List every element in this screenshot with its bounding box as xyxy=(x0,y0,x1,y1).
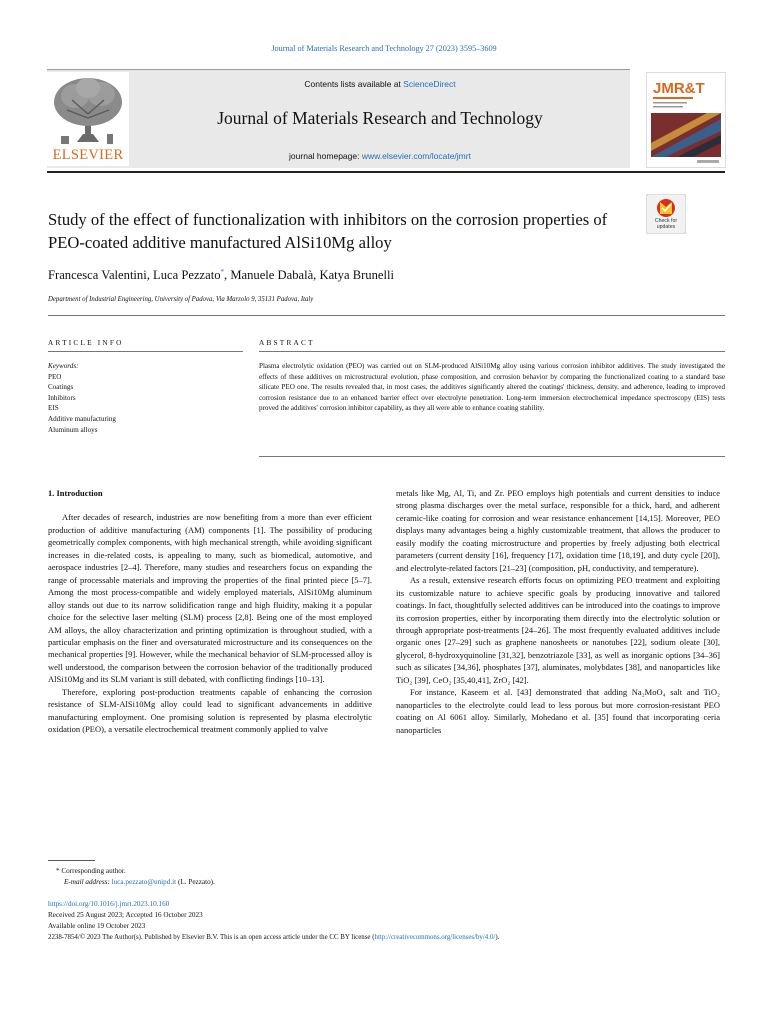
email-label: E-mail address: xyxy=(64,878,112,886)
article-info-rule xyxy=(48,351,243,352)
contents-prefix: Contents lists available at xyxy=(304,79,404,89)
homepage-link[interactable]: www.elsevier.com/locate/jmrt xyxy=(361,151,471,161)
abstract-text: Plasma electrolytic oxidation (PEO) was carried out on SLM-produced AlSi10Mg alloy using various corrosion inhibitor additives. The study investigated the effects of these additives on microstructural evolution, phase composition, and corrosion behavior by comparing the functionalized coating to a standard base silicate PEO one. The results revealed that, in most cases, the additives significantly altered the coatings' thickness, density, and adherence, leading to improved corrosion resistance due to an enhanced barrier effect over electrolyte penetration. Long-term immersion electrochemical impedance spectroscopy (EIS) tests proved the additives' corrosion inhibitor capability, as they all were able to enhance coating stability. xyxy=(259,362,725,413)
authors-rest: , Manuele Dabalà, Katya Brunelli xyxy=(224,268,394,283)
check-for-updates-badge[interactable] xyxy=(646,194,686,234)
license-suffix: ). xyxy=(495,934,500,941)
authors-first: Francesca Valentini, Luca Pezzato xyxy=(48,268,221,283)
paragraph: metals like Mg, Al, Ti, and Zr. PEO employs high potentials and current densities to induce strong plasma discharges over the metal surface, responsible for a thick, hard, and adherent ceramic-like coating for corrosion and wear resistance enhancement [14,15]. Moreover, PEO displays many advantages being a highly customizable treatment, that allows the producer to easily modify the coating microstructure and properties by freely adjusting both electrical parameters (current density [16], frequency [17], oxidation time [18,19], and duty cycle [20]), and electrolyte-related factors [21–23] (composition, pH, conductivity, and temperature). xyxy=(396,488,720,573)
homepage-label: journal homepage: xyxy=(289,151,362,161)
abstract-bottom-rule xyxy=(259,456,725,457)
keywords-block xyxy=(48,361,243,435)
journal-title: Journal of Materials Research and Technology xyxy=(217,108,543,128)
journal-homepage-line xyxy=(130,151,630,161)
body-column-right xyxy=(396,487,720,736)
keywords-label: Keywords: xyxy=(48,362,79,370)
article-info-heading: ARTICLE INFO xyxy=(48,338,124,347)
affiliation-rule xyxy=(48,315,725,316)
paragraph: For instance, Kaseem et al. [43] demonstrated that adding Na₂MoO₄ salt and TiO₂ nanoparticles to the electrolyte could lead to less porous but more corrosion-resistant PEO coating on Al 6061 alloy. Similarly, Mohedano et al. [35] found that incorporating ceria nanoparticles xyxy=(396,687,720,735)
journal-cover-image xyxy=(647,73,725,167)
journal-cover-thumbnail[interactable] xyxy=(646,72,726,168)
footnotes xyxy=(48,866,728,888)
journal-citation[interactable]: Journal of Materials Research and Technology 27 (2023) 3595–3609 xyxy=(271,44,497,53)
corresponding-author-mark[interactable]: * xyxy=(220,268,225,276)
abstract-heading: ABSTRACT xyxy=(259,338,315,347)
affiliation: Department of Industrial Engineering, University of Padova, Via Marzolo 9, 35131 Padova, Italy xyxy=(48,296,314,303)
doi-link[interactable]: https://doi.org/10.1016/j.jmrt.2023.10.160 xyxy=(48,900,170,908)
available-online: Available online 19 October 2023 xyxy=(48,922,146,930)
article-metadata xyxy=(48,899,728,943)
paragraph: Therefore, exploring post-production treatments capable of enhancing the corrosion resistance of SLM-AlSi10Mg alloy could lead to significant advancements in additive manufacturing employment. One promising solution is represented by plasma electrolytic oxidation (PEO), a versatile electrochemical treatment commonly applied to valve xyxy=(48,686,372,735)
paper-title: Study of the effect of functionalization with inhibitors on the corrosion properties of PEO-coated additive manufactured AlSi10Mg alloy xyxy=(48,210,608,252)
received-accepted: Received 25 August 2023; Accepted 16 October 2023 xyxy=(48,911,203,919)
contents-available-line xyxy=(130,79,630,89)
section-title-introduction: 1. Introduction xyxy=(48,488,103,498)
paragraph: As a result, extensive research efforts focus on optimizing PEO treatment and exploiting its customizable nature to achieve specific goals by producing innovative and tailored coatings. In fact, thoughtfully selected additives can be introduced into the coatings to improve its corrosion properties, either by incorporating them directly into the electrolytic solution or through appropriate post-treatments [24–26]. The most frequently evaluated additives include organic ones [27–29] such as graphene nanosheets or nanotubes [22], sodium oleate [30], glycerol, 8-hydroxyquinoline [31,32], benzotriazole [33], as well as inorganic options [34–36] such as silicates [34,36], phosphates [37], aluminates, molybdates [38], and nanoparticles like TiO₂ [39], CeO₂ [35,40,41], ZrO₂ [42]. xyxy=(396,575,720,685)
svg-text:JMR&T: JMR&T xyxy=(653,80,705,97)
corresponding-author-note: * Corresponding author. xyxy=(56,867,126,875)
paragraph: After decades of research, industries are now benefiting from a more than ever efficient production of additive manufacturing (AM) components [1]. The possibility of producing geometrically complex components, with high mechanical strength, while avoiding significant increases in die-related costs, is appealing to many, such as biomedical, automotive, and aerospace industries [2–4]. Therefore, many studies and researchers focus on expanding the range of processable materials and improving the properties of the final printed piece [5–7]. Among the most process-compatible and widely employed materials, AlSi10Mg aluminum alloy stands out due to its narrow solidification range and high fluidity, making it a popular choice for the selective laser melting (SLM) process [2,8]. Being one of the most employed AM alloys, the alloy characterization and printing optimization is throughout studied, with a particular emphasis on the finer and oversaturated microstructure and its consequences on the mechanical properties [9]. However, while the mechanical behavior of SLM-processed alloy is well understood, the comparison between the corrosion behavior of the traditionally produced AlSi10Mg and its SLM variant is still debated, with conflicting findings [10–13]. xyxy=(48,512,372,685)
abstract-rule xyxy=(259,351,725,352)
keyword-item: Aluminum alloys xyxy=(48,425,98,434)
elsevier-wordmark: ELSEVIER xyxy=(52,147,124,163)
footnote-rule xyxy=(48,860,95,861)
license-line xyxy=(48,932,728,943)
keyword-item: PEO xyxy=(48,372,62,381)
keyword-item: Additive manufacturing xyxy=(48,414,116,423)
license-link[interactable]: http://creativecommons.org/licenses/by/4.0/ xyxy=(374,934,496,941)
elsevier-logo[interactable] xyxy=(47,72,129,166)
keyword-item: EIS xyxy=(48,404,59,413)
email-link[interactable]: luca.pezzato@unipd.it xyxy=(111,878,177,886)
email-line xyxy=(48,877,728,888)
check-for-updates-label: Check for updates xyxy=(654,218,678,230)
header-bottom-rule xyxy=(47,171,725,173)
sciencedirect-link[interactable]: ScienceDirect xyxy=(403,79,456,89)
author-list xyxy=(48,268,668,283)
license-prefix: 2238-7854/© 2023 The Author(s). Published by Elsevier B.V. This is an open access article under the CC BY license ( xyxy=(48,934,375,941)
email-suffix: (L. Pezzato). xyxy=(176,878,215,886)
keyword-item: Coatings xyxy=(48,383,74,392)
keyword-item: Inhibitors xyxy=(48,393,76,402)
body-column-left xyxy=(48,487,372,736)
elsevier-tree-icon xyxy=(47,72,129,148)
